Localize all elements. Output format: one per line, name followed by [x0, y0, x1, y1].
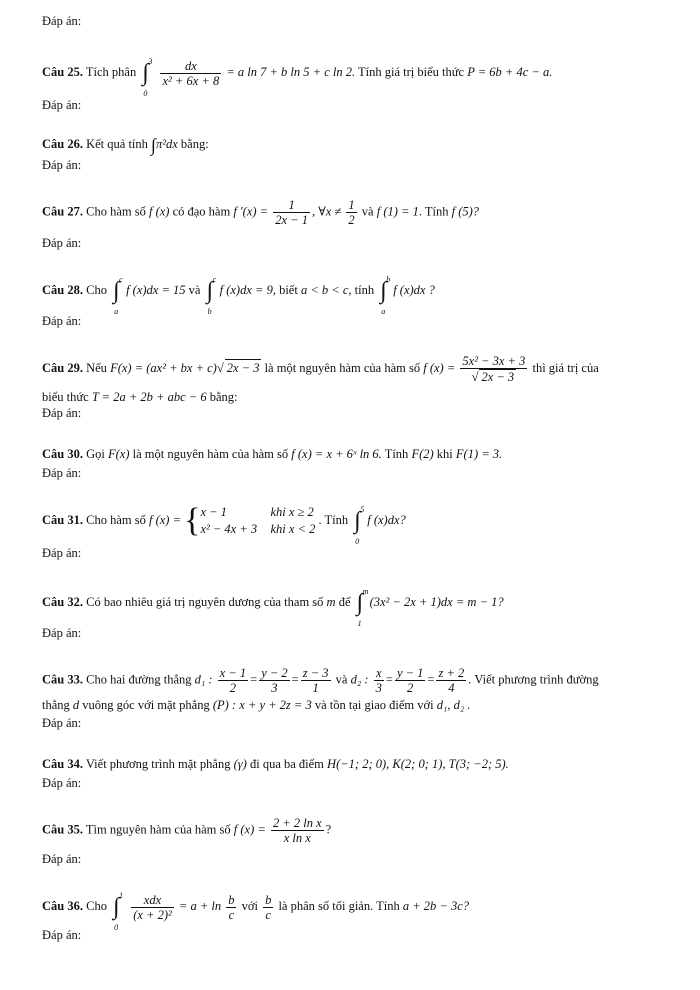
fraction: $\frac{dx}{\text{x² + 6x + 8}}$	[162, 58, 220, 88]
integral-sign: ∫ b a	[380, 275, 391, 316]
question-36: Câu 36. Cho ∫ 1 0 $\frac{\text{xdx}}{\text{(x + 2)²}}$ = a + ln $\frac{b}{c}$ với $\frac{b}{c}$ là phân số tối giản. Tính a + 2b − 3c?	[42, 891, 470, 932]
question-29-line2: biểu thức T = 2a + 2b + abc − 6 bằng:	[42, 390, 238, 404]
integral-sign: ∫ 1 0	[113, 891, 124, 932]
question-33-line2: thẳng d vuông góc với mặt phẳng (P) : x + y + 2z = 3 và tồn tại giao điểm với d₁, d₂ .	[42, 698, 471, 712]
answer-label: Đáp án:	[42, 406, 82, 420]
question-32: Câu 32. Có bao nhiêu giá trị nguyên dương của tham số m để ∫ m 1 (3x² − 2x + 1)dx = m − 1?	[42, 587, 504, 628]
answer-label: Đáp án:	[42, 776, 82, 790]
answer-label: Đáp án:	[42, 98, 82, 112]
piecewise: {x − 1 khi x ≥ 2 x² − 4x + 3 khi x < 2	[184, 502, 316, 539]
question-33: Câu 33. Cho hai đường thẳng d₁ : $\frac{x - 1}{2}$ = $\frac{y - 2}{3}$ = $\frac{z - 3}{1}$ và d₂ : $\frac{x}{3}$ = $\frac{y - 1}{2}$ = $\frac{z + 2}{4}$ . Viết phương trình đường	[42, 666, 599, 695]
question-30: Câu 30. Gọi F(x) là một nguyên hàm của hàm số f (x) = x + 6ˣ ln 6. Tính F(2) khi F(1) = 3.	[42, 447, 503, 461]
answer-label: Đáp án:	[42, 14, 82, 28]
integral-sign: ∫ c a	[113, 275, 123, 316]
question-26: Câu 26. Kết quả tính ∫π²dx bằng:	[42, 135, 209, 156]
question-29: Câu 29. Nếu F(x) = (ax² + bx + c)√ 2x − 3 là một nguyên hàm của hàm số f (x) = $\frac{\text{5x² − 3x + 3}}{√ 2x - 3}$ thì giá trị của	[42, 354, 599, 384]
answer-label: Đáp án:	[42, 314, 82, 328]
question-25: Câu 25. Tích phân ∫ 3 0 $\frac{dx}{\text{x² + 6x + 8}}$ = a ln 7 + b ln 5 + c ln 2. Tính giá trị biểu thức P = 6b + 4c − a.	[42, 57, 553, 98]
question-27: Câu 27. Cho hàm số f (x) có đạo hàm f ′(x) = $\frac{1}{2x - 1}$ , ∀x ≠ $\frac{1}{2}$ và f (1) = 1. Tính f (5)?	[42, 198, 480, 227]
answer-label: Đáp án:	[42, 716, 82, 730]
answer-label: Đáp án:	[42, 236, 82, 250]
answer-label: Đáp án:	[42, 466, 82, 480]
question-35: Câu 35. Tìm nguyên hàm của hàm số f (x) = $\frac{\text{2 + 2 ln x}}{\text{x ln x}}$ ?	[42, 816, 332, 845]
integral-sign: ∫ m 1	[356, 587, 369, 628]
answer-label: Đáp án:	[42, 852, 82, 866]
question-28: Câu 28. Cho ∫ c a f (x)dx = 15 và ∫ c b f (x)dx = 9, biết a < b < c, tính ∫ b a f (x)dx ?	[42, 275, 435, 316]
question-34: Câu 34. Viết phương trình mặt phẳng (γ) đi qua ba điểm H(−1; 2; 0), K(2; 0; 1), T(3; −2; 5).	[42, 757, 509, 771]
answer-label: Đáp án:	[42, 158, 82, 172]
integral-sign: ∫ 5 0	[354, 505, 365, 546]
integral-sign: ∫ 3 0	[142, 57, 153, 98]
question-31: Câu 31. Cho hàm số f (x) = {x − 1 khi x ≥ 2 x² − 4x + 3 khi x < 2 . Tính ∫ 5 0 f (x)dx?	[42, 502, 406, 546]
answer-label: Đáp án:	[42, 626, 82, 640]
answer-label: Đáp án:	[42, 928, 82, 942]
integral-sign: ∫ c b	[206, 275, 217, 316]
answer-label: Đáp án:	[42, 546, 82, 560]
